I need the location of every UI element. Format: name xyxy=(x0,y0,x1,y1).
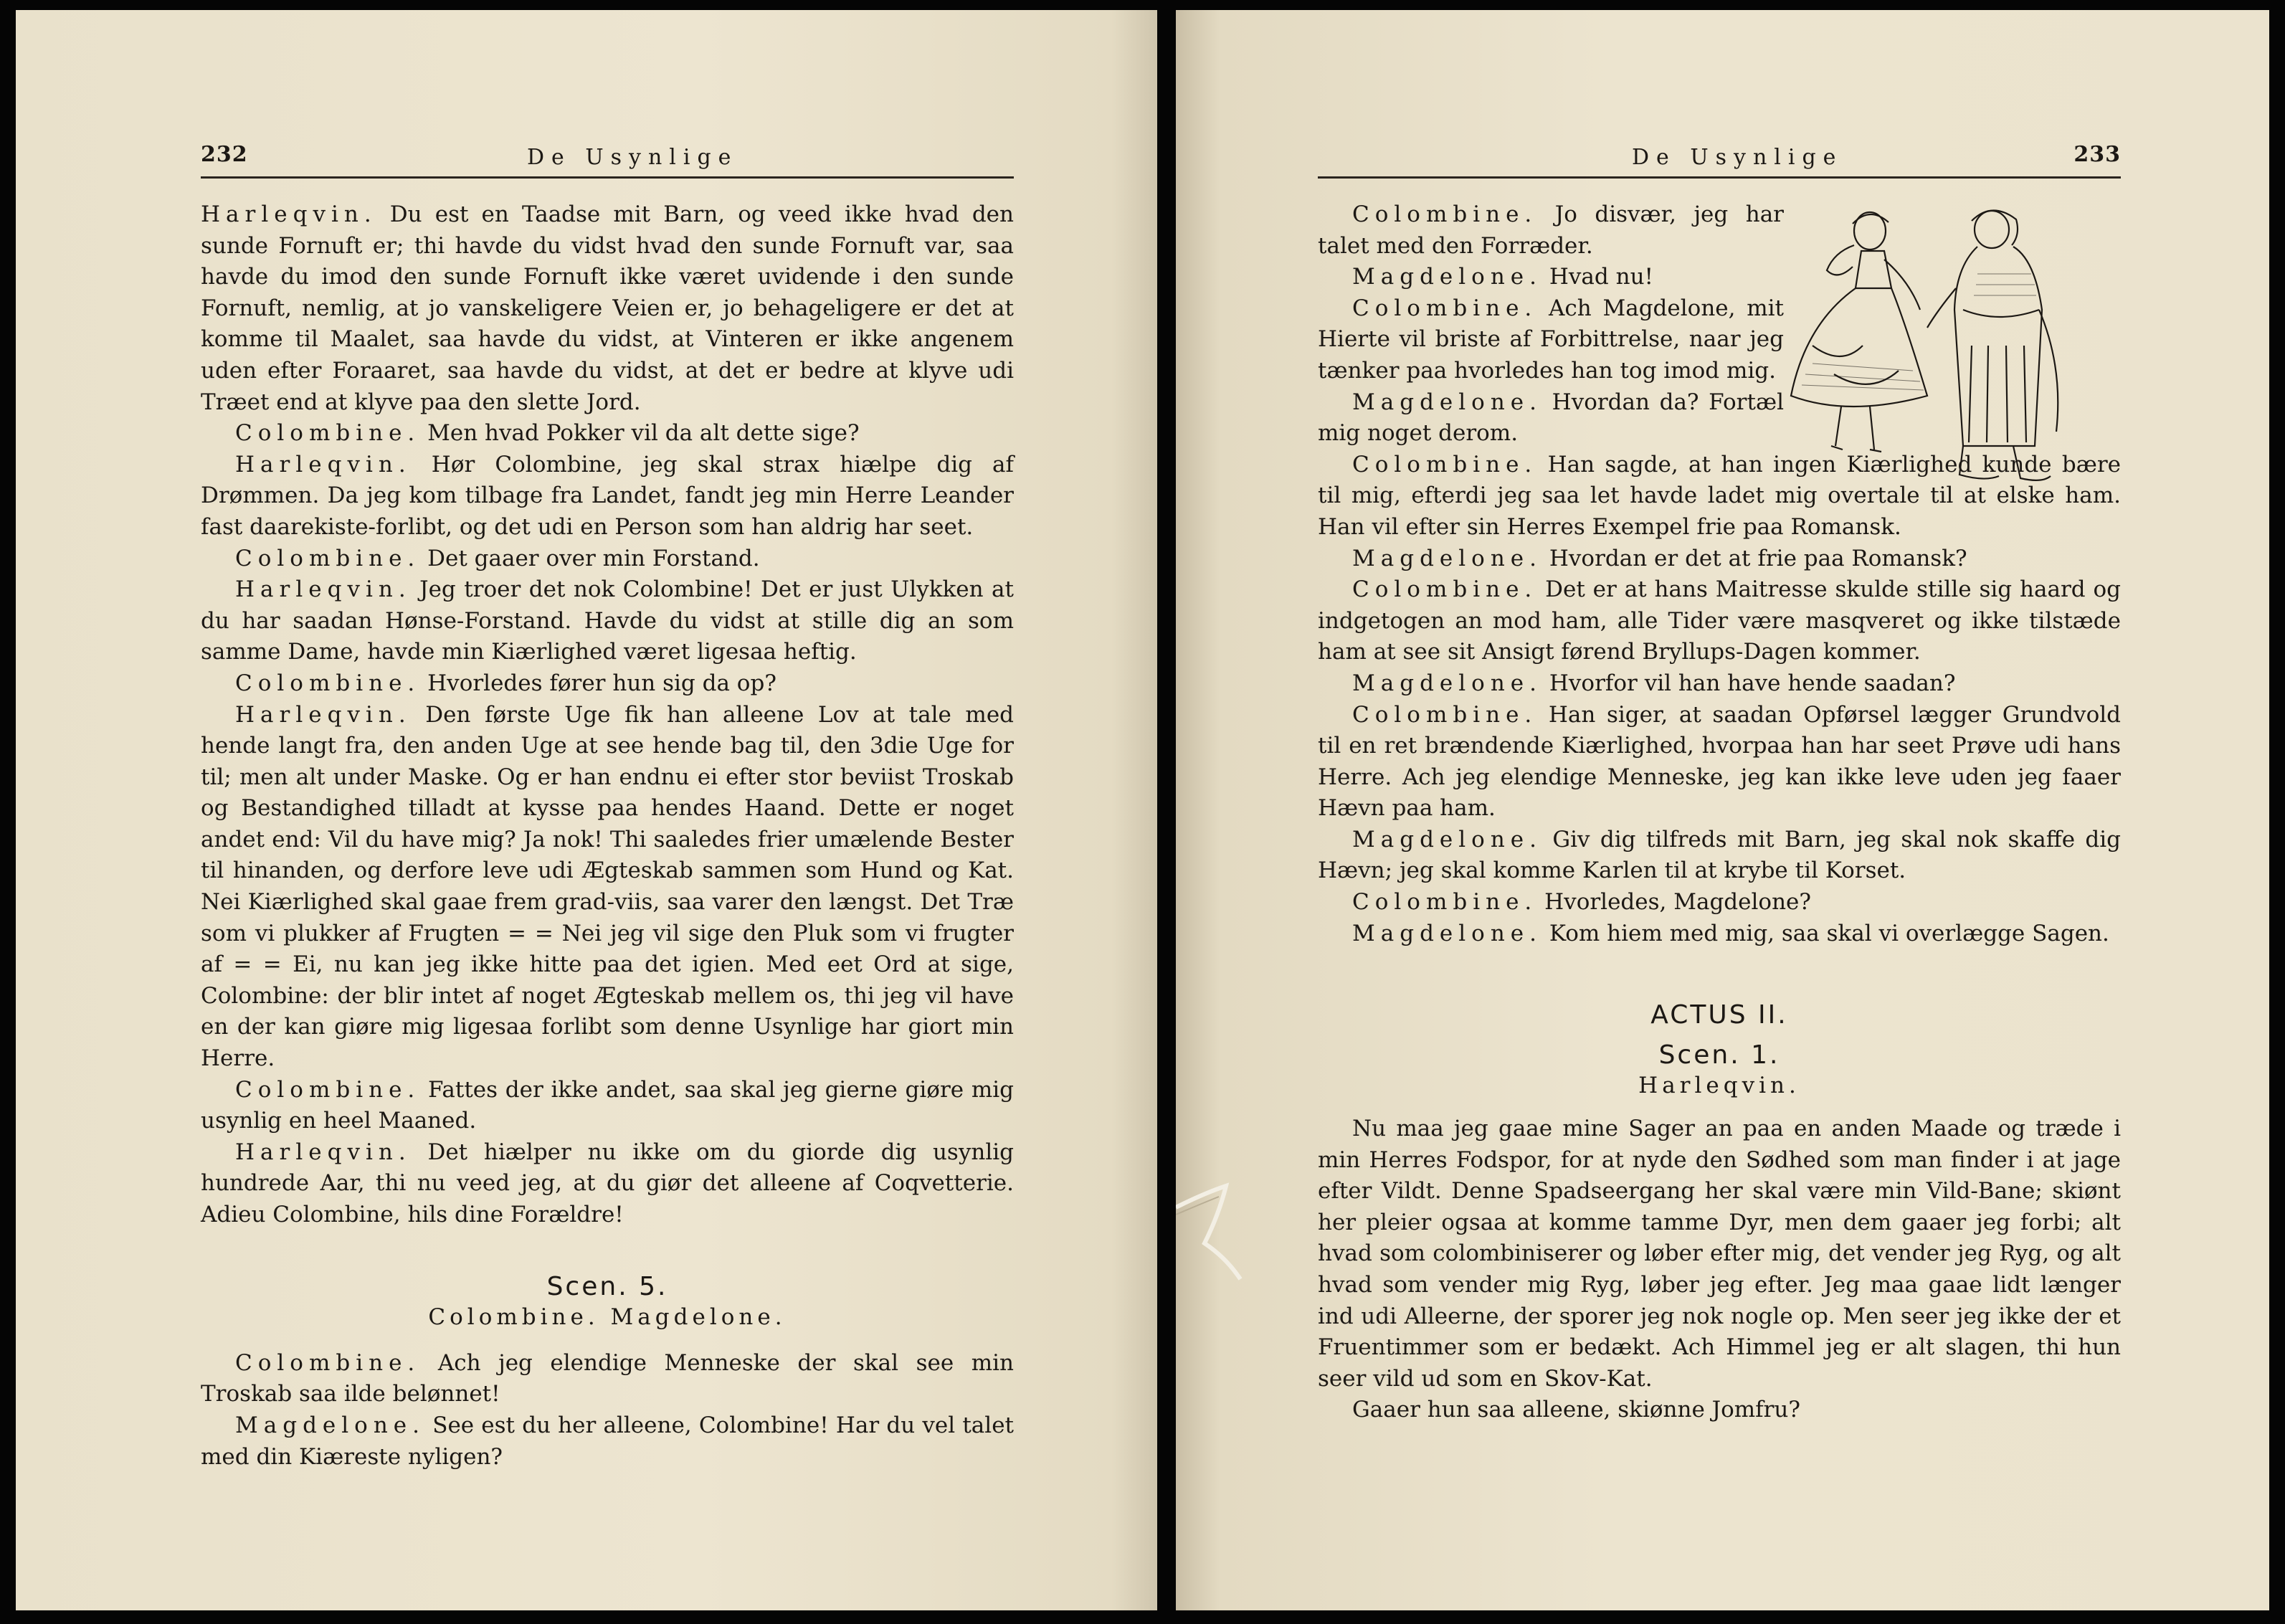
dialogue-text: Hvordan er det at frie paa Romansk? xyxy=(1549,545,1967,571)
dialogue-line xyxy=(201,1348,1014,1410)
scene-cast: Colombine. Magdelone. xyxy=(428,1304,787,1331)
dialogue-line xyxy=(1318,700,2121,825)
speaker-name: Colombine. xyxy=(1352,201,1538,227)
dialogue-text: Det hiælper nu ikke om du giorde dig usynlig hundrede Aar, thi nu veed jeg, at du giør det alleene af Coqvetterie. Adieu Colombine, hils dine Forældre! xyxy=(201,1139,1014,1228)
speaker-name: Magdelone. xyxy=(235,1412,426,1438)
dialogue-line xyxy=(201,418,1014,450)
speaker-name: Colombine. xyxy=(1352,576,1538,603)
dialogue-line xyxy=(1318,293,1784,387)
speaker-name: Colombine. xyxy=(235,670,421,696)
speaker-name: Colombine. xyxy=(1352,295,1538,321)
dialogue-text: Ach Magdelone, mit Hierte vil briste af Forbittrelse, naar jeg tænker paa hvorledes han tog imod mig. xyxy=(1318,295,1784,384)
dialogue-text: Hvordan da? Fortæl mig noget derom. xyxy=(1318,389,1784,447)
dialogue-text: See est du her alleene, Colombine! Har du vel talet med din Kiæreste nyligen? xyxy=(201,1412,1014,1470)
speaker-name: Colombine. xyxy=(235,1349,421,1376)
dialogue-line xyxy=(201,1410,1014,1473)
dialogue-line xyxy=(201,199,1014,418)
dialogue-text: Men hvad Pokker vil da alt dette sige? xyxy=(427,420,860,447)
dialogue-line xyxy=(1318,199,1784,262)
dialogue-text: Den første Uge fik han alleene Lov at tale med hende langt fra, den anden Uge at see hende bag til, den 3die Uge for til; men alt under Maske. Og er han endnu ei efter stor beviist Troskab og Bestandighed tilladt at kysse paa hendes Haand. Dette er noget andet end: Vil du have mig? Ja nok! Thi saaledes frier umælende Bester til hinanden, og derfore leve udi Ægteskab sammen som Hund og Kat. Nei Kiærlighed skal gaae frem grad-viis, saa varer den længst. Det Træ som vi plukker af Frugten = = Nei jeg vil sige den Pluk som vi frugter af = = Ei, nu kan jeg ikke hitte paa det igien. Med eet Ord at sige, Colombine: der blir intet af noget Ægteskab mellem os, thi jeg vil have en der kan giøre mig ligesaa forlibt som denne Usynlige har giort min Herre. xyxy=(201,701,1015,1072)
speaker-name: Harleqvin. xyxy=(235,1139,412,1165)
speaker-name: Colombine. xyxy=(1352,701,1538,728)
dialogue-line xyxy=(1318,825,2121,887)
dialogue-text: Fattes der ikke andet, saa skal jeg gierne giøre mig usynlig en heel Maaned. xyxy=(201,1076,1014,1134)
scene-cast: Harleqvin. xyxy=(1638,1073,1800,1099)
dialogue-line xyxy=(1318,918,2121,950)
dialogue-line xyxy=(201,574,1014,668)
left-page xyxy=(16,10,1157,1610)
speaker-name: Harleqvin. xyxy=(201,201,377,227)
dialogue-line xyxy=(1318,387,1784,450)
dialogue-line xyxy=(201,1075,1014,1137)
dialogue-text: Det gaaer over min Forstand. xyxy=(427,545,760,571)
dialogue-text: Giv dig tilfreds mit Barn, jeg skal nok skaffe dig Hævn; jeg skal komme Karlen til at krybe til Korset. xyxy=(1318,826,2121,884)
dialogue-line xyxy=(1318,887,2121,918)
dialogue-text: Hør Colombine, jeg skal strax hiælpe dig af Drømmen. Da jeg kom tilbage fra Landet, fandt jeg min Herre Leander fast daarekiste-forlibt, og det udi en Person som han aldrig har seet. xyxy=(201,451,1015,540)
speaker-name: Colombine. xyxy=(1352,889,1538,916)
speaker-name: Magdelone. xyxy=(1352,920,1543,946)
dialogue-line xyxy=(1318,262,1784,293)
speaker-name: Colombine. xyxy=(235,1076,421,1103)
left-running-header xyxy=(201,139,1014,179)
speaker-name: Harleqvin. xyxy=(235,576,412,603)
dialogue-text: Han sagde, at han ingen Kiærlighed kunde bære til mig, efterdi jeg saa let havde ladet mig overtale til at elske ham. Han vil efter sin Herres Exempel frie paa Romansk. xyxy=(1318,451,2121,540)
speaker-name: Harleqvin. xyxy=(235,451,412,478)
dialogue-text: Du est en Taadse mit Barn, og veed ikke hvad den sunde Fornuft er; thi havde du vidst hvad den sunde Fornuft var, saa havde du imod den sunde Fornuft ikke været uvidende i den sunde Fornuft, nemlig, at jo vanskeligere Veien er, jo behageligere er det at komme til Maalet, saa havde du vidst, at Vinteren er ikke angenem uden efter Foraaret, saa havde du vidst, at det er bedre at klyve udi Træet end at klyve paa den slette Jord. xyxy=(201,201,1014,415)
speaker-name: Magdelone. xyxy=(1352,264,1543,290)
dialogue-text: Kom hiem med mig, saa skal vi overlægge Sagen. xyxy=(1549,920,2109,946)
dialogue-text: Det er at hans Maitresse skulde stille sig haard og indgetogen an mod ham, alle Tider være masqveret og ikke tilstæde ham at see sit Ansigt førend Bryllups-Dagen kommer. xyxy=(1318,576,2121,665)
right-running-header xyxy=(1318,139,2121,179)
dialogue-line xyxy=(201,668,1014,700)
right-page xyxy=(1176,10,2269,1610)
dialogue-text: Hvorledes fører hun sig da op? xyxy=(427,670,776,696)
speaker-name: Colombine. xyxy=(235,420,421,447)
speaker-name: Magdelone. xyxy=(1352,389,1543,415)
speaker-name: Magdelone. xyxy=(1352,545,1543,571)
scene-heading: Scen. 1. xyxy=(1658,1040,1780,1070)
dialogue-line xyxy=(201,450,1014,543)
act-heading: ACTUS II. xyxy=(1650,1000,1788,1030)
narrow-column-beside-illustration xyxy=(1318,199,1784,450)
dialogue-text: Han siger, at saadan Opførsel lægger Grundvold til en ret brændende Kiærlighed, hvorpaa han har seet Prøve udi hans Herre. Ach jeg elendige Menneske, jeg kan ikke leve uden jeg faaer Hævn paa ham. xyxy=(1318,701,2121,822)
speaker-name: Colombine. xyxy=(235,545,421,571)
dialogue-text: Hvorledes, Magdelone? xyxy=(1544,889,1812,916)
dialogue-text: Hvorfor vil han have hende saadan? xyxy=(1549,670,1956,696)
dialogue-line xyxy=(201,1137,1014,1231)
dialogue-line xyxy=(1318,450,2121,543)
speaker-name: Harleqvin. xyxy=(235,701,412,728)
right-running-title: De Usynlige xyxy=(1632,145,1843,170)
dialogue-text: Hvad nu! xyxy=(1549,264,1653,290)
left-page-number: 232 xyxy=(201,142,248,167)
scene-heading: Scen. 5. xyxy=(546,1271,668,1301)
speaker-name: Colombine. xyxy=(1352,451,1538,478)
left-running-title: De Usynlige xyxy=(527,145,738,170)
right-text-body xyxy=(1318,199,2121,1426)
page-tear-mark xyxy=(1176,1164,1276,1286)
closing-line: Gaaer hun saa alleene, skiønne Jomfru? xyxy=(1352,1397,1801,1423)
dialogue-line xyxy=(1318,668,2121,700)
dialogue-text: Ach jeg elendige Menneske der skal see min Troskab saa ilde belønnet! xyxy=(201,1349,1014,1407)
dialogue-line xyxy=(201,543,1014,575)
speaker-name: Magdelone. xyxy=(1352,670,1543,696)
monologue: Nu maa jeg gaae mine Sager an paa en anden Maade og træde i min Herres Fodspor, for at nyde den Sødhed som man finder i at jage efter Vildt. Denne Spadseergang her skal være min Vild-Bane; skiønt her pleier ogsaa at komme tamme Dyr, men dem gaaer jeg forbi; alt hvad som colombiniserer og løber efter mig, det vender jeg Ryg, og alt hvad som vender mig Ryg, løber jeg efter. Jeg maa gaae lidt længer ind udi Alleerne, der sporer jeg nok nogle op. Men seer jeg ikke der et Fruentimmer som er bedækt. Ach Himmel jeg er alt slagen, thi hun seer vild ud som en Skov-Kat. xyxy=(1318,1116,2121,1392)
dialogue-line xyxy=(1318,574,2121,668)
speaker-name: Magdelone. xyxy=(1352,826,1543,853)
dialogue-line xyxy=(201,700,1014,1075)
dialogue-text: Jeg troer det nok Colombine! Det er just Ulykken at du har saadan Hønse-Forstand. Havde du vidst at stille dig an som samme Dame, havde min Kiærlighed været ligesaa heftig. xyxy=(201,576,1014,665)
dialogue-text: Jo disvær, jeg har talet med den Forræder. xyxy=(1318,201,1784,259)
dialogue-line xyxy=(1318,543,2121,575)
left-text-body xyxy=(201,199,1014,1473)
right-page-number: 233 xyxy=(2073,142,2121,167)
